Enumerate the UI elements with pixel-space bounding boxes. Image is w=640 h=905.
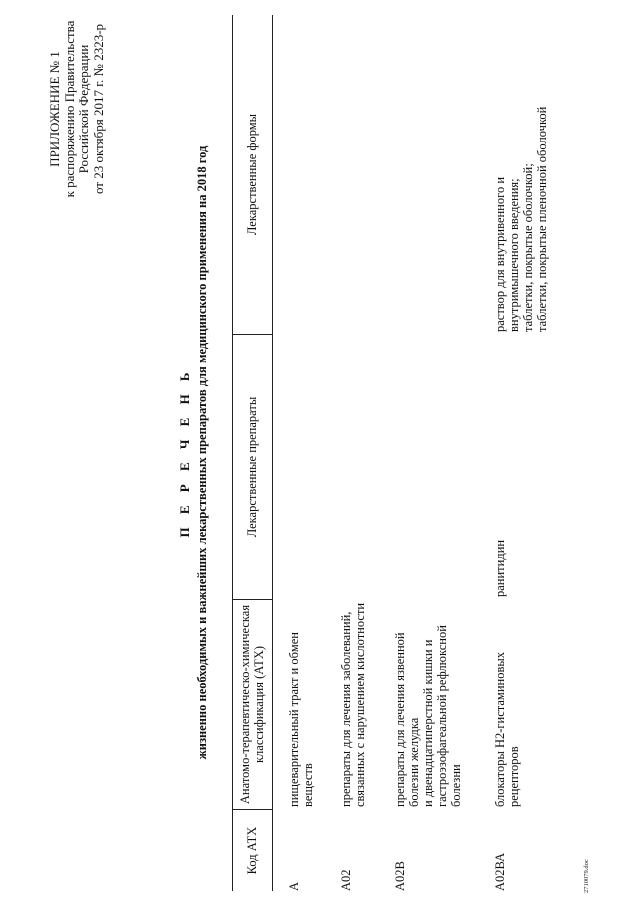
header-drugs: Лекарственные препараты: [245, 396, 259, 538]
header-code: Код АТХ: [245, 826, 259, 875]
table-row-classification: препараты для лечения заболеваний, связанных с нарушением кислотности: [339, 602, 367, 807]
annex-line: Российской Федерации: [76, 44, 91, 174]
table-row-code: А02В: [393, 861, 407, 891]
table-row-code: А02: [339, 869, 353, 891]
annex-header: [48, 0, 106, 219]
table-row-forms: раствор для внутривенного и внутримышечного введения; таблетки, покрытые оболочкой; таблетки, покрытые пленочной оболочкой: [493, 106, 549, 332]
table-row-code: А: [287, 881, 301, 891]
table-header-divider: [272, 15, 273, 891]
annex-title: ПРИЛОЖЕНИЕ № 1: [47, 51, 62, 167]
table-top-border: [232, 15, 233, 891]
table-row-drug: ранитидин: [493, 539, 507, 597]
table-row-code: А02ВА: [493, 852, 507, 891]
header-classification: Анатомо-терапевтическо-химическая классификация (АТХ): [238, 604, 266, 805]
annex-date: от 23 октября 2017 г. № 2323-р: [90, 23, 106, 195]
table-row-classification: пищеварительный тракт и обмен веществ: [287, 632, 315, 807]
document-subtitle: жизненно необходимых и важнейших лекарственных препаратов для медицинского применения на 2018 год: [195, 145, 209, 760]
table-row-classification: препараты для лечения язвенной болезни желудка и двенадцатиперстной кишки и гастроэзофагеальной рефлюксной болезни: [393, 625, 463, 807]
annex-line: к распоряжению Правительства: [61, 20, 77, 198]
header-forms: Лекарственные формы: [245, 113, 259, 236]
table-row-classification: блокаторы Н2-гистаминовых рецепторов: [493, 651, 521, 807]
document-title: П Е Р Е Ч Е Н Ь: [177, 367, 192, 538]
file-code: 2710079.doc: [583, 859, 590, 893]
